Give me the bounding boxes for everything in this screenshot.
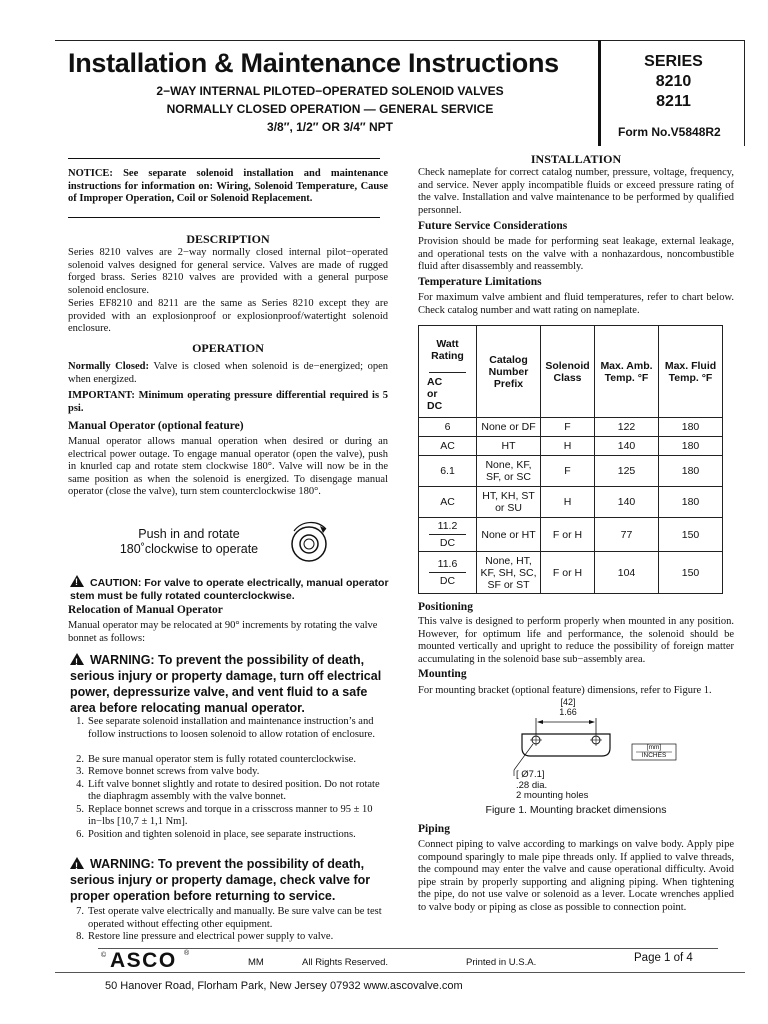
units-legend-inches: INCHES bbox=[641, 752, 667, 759]
list-item-number: 3. bbox=[76, 766, 84, 777]
cell-watt: AC bbox=[419, 437, 477, 456]
list-item-text: Replace bonnet screws and torque in a crisscross manner to 95 ± 10 in−lbs [10,7 ± 1,1 Nm]. bbox=[88, 803, 373, 827]
cell-watt-current: DC bbox=[439, 575, 456, 587]
subtitle-operation: NORMALLY CLOSED OPERATION — GENERAL SERVICE bbox=[166, 102, 494, 116]
hole-count: 2 mounting holes bbox=[516, 790, 589, 801]
warning-text-2: WARNING: To prevent the possibility of death, serious injury or property damage, check valve for proper operation before returning to service. bbox=[70, 857, 371, 903]
header-max-fluid: Max. Fluid Temp. °F bbox=[659, 326, 723, 418]
important-note: IMPORTANT: Minimum operating pressure differential required is 5 psi. bbox=[68, 390, 388, 414]
list-item-number: 7. bbox=[76, 906, 84, 917]
list-item-text: Restore line pressure and electrical power supply to valve. bbox=[88, 931, 334, 942]
cell-catalog: None or DF bbox=[477, 418, 541, 437]
header-dc-line: DC bbox=[427, 400, 443, 412]
positioning-heading: Positioning bbox=[418, 601, 473, 613]
registered-mark: ® bbox=[184, 950, 190, 957]
footer-printed: Printed in U.S.A. bbox=[466, 957, 537, 968]
piping-text: Connect piping to valve according to markings on valve body. Apply pipe compound sparingly to male pipe threads only. If applied to valve threads, the compound may enter the valve and cause operational difficulty. Avoid pipe strain by properly supporting and aligning piping. When tightening the pipe, do not use valve or solenoid as a lever. Locate wrenches applied to valve body or piping as close as possible to connection point. bbox=[418, 839, 734, 913]
header-catalog-prefix: Catalog Number Prefix bbox=[477, 326, 541, 418]
hole-diameter-mm: [ Ø7.1] bbox=[516, 769, 545, 780]
installation-heading: INSTALLATION bbox=[530, 152, 622, 166]
cell-ambient: 140 bbox=[595, 437, 659, 456]
table-row bbox=[419, 418, 723, 437]
relocation-text: Manual operator may be relocated at 90° increments by rotating the valve bonnet as follows: bbox=[68, 620, 378, 644]
temperature-heading: Temperature Limitations bbox=[418, 276, 542, 288]
warning-block-2 bbox=[70, 856, 390, 904]
list-item-text: Remove bonnet screws from valve body. bbox=[88, 766, 260, 777]
cell-fluid: 180 bbox=[659, 456, 723, 487]
caution-icon bbox=[70, 575, 84, 587]
footer-rule-top bbox=[98, 948, 718, 949]
document-title: Installation & Maintenance Instructions bbox=[68, 48, 559, 78]
company-address: 50 Hanover Road, Florham Park, New Jersey 07932 www.ascovalve.com bbox=[105, 980, 463, 992]
cell-class: F or H bbox=[541, 518, 595, 552]
cell-fluid: 180 bbox=[659, 487, 723, 518]
cell-watt: 6 bbox=[419, 418, 477, 437]
cell-watt bbox=[419, 552, 477, 594]
table-row bbox=[419, 456, 723, 487]
header-watt-rating bbox=[419, 326, 477, 418]
list-item-text: Position and tighten solenoid in place, see separate instructions. bbox=[88, 828, 356, 840]
list-item-number: 1. bbox=[76, 716, 84, 727]
cell-watt bbox=[419, 518, 477, 552]
caution-block bbox=[70, 575, 390, 603]
cell-class: H bbox=[541, 487, 595, 518]
cell-fluid: 150 bbox=[659, 518, 723, 552]
installation-text: Check nameplate for correct catalog number, pressure, voltage, frequency, and service. Never apply incompatible fluids or exceed pressure rating of the valve. Installation and valve maintenance to be performed by qualified personnel. bbox=[418, 167, 734, 216]
cell-catalog: None or HT bbox=[477, 518, 541, 552]
description-paragraph-2: Series EF8210 and 8211 are the same as Series 8210 except they are provided with an explosionproof or explosionproof/watertight solenoid enclosure. bbox=[68, 298, 388, 334]
positioning-text: This valve is designed to perform properly when mounted in any position. However, for optimum life and performance, the solenoid should be mounted vertically and upright to reduce the possibility of foreign matter accumulating in the solenoid base sub−assembly area. bbox=[418, 616, 734, 665]
cell-catalog: HT, KH, ST or SU bbox=[477, 487, 541, 518]
header-divider bbox=[598, 40, 601, 146]
cell-catalog: None, HT, KF, SH, SC, SF or ST bbox=[477, 552, 541, 594]
normally-closed-text bbox=[68, 361, 388, 386]
table-header-row bbox=[419, 326, 723, 418]
warning-block-1 bbox=[70, 652, 390, 716]
dimension-label bbox=[553, 697, 583, 717]
cell-watt: AC bbox=[419, 487, 477, 518]
mounting-heading: Mounting bbox=[418, 668, 467, 680]
page-number: Page 1 of 4 bbox=[634, 952, 693, 964]
cell-class: H bbox=[541, 437, 595, 456]
copyright-mark: © bbox=[101, 952, 107, 959]
cell-ambient: 125 bbox=[595, 456, 659, 487]
footer-mm: MM bbox=[248, 957, 264, 968]
notice-text: NOTICE: See separate solenoid installation and maintenance instructions for information on: Wiring, Solenoid Temperature, Cause of Improper Operation, Coil or Solenoid Replacement. bbox=[68, 168, 388, 204]
cell-watt-rule bbox=[429, 534, 466, 535]
header-max-ambient: Max. Amb. Temp. °F bbox=[595, 326, 659, 418]
cell-fluid: 180 bbox=[659, 437, 723, 456]
manual-operator-text: Manual operator allows manual operation when desired or during an electrical power outage. To engage manual operator (open the valve), push in knurled cap and rotate stem clockwise 180°. Valve will now be in the same position as when the solenoid is energized. To disengage manual operator (close the valve), turn stem counterclockwise 180°. bbox=[68, 436, 388, 497]
cell-catalog: None, KF, SF, or SC bbox=[477, 456, 541, 487]
piping-heading: Piping bbox=[418, 823, 450, 835]
header-watt-line: Watt bbox=[436, 338, 459, 350]
push-label-line-1: Push in and rotate bbox=[138, 527, 240, 541]
cell-ambient: 140 bbox=[595, 487, 659, 518]
manual-operator-knob-icon bbox=[282, 517, 336, 571]
list-item-number: 8. bbox=[76, 931, 84, 942]
warning-icon bbox=[70, 653, 84, 665]
table-row bbox=[419, 552, 723, 594]
units-legend bbox=[632, 744, 676, 760]
cell-class: F bbox=[541, 418, 595, 437]
list-item-text: Be sure manual operator stem is fully rotated counterclockwise. bbox=[88, 753, 356, 765]
cell-fluid: 150 bbox=[659, 552, 723, 594]
series-number-2: 8211 bbox=[656, 93, 691, 110]
cell-watt: 6.1 bbox=[419, 456, 477, 487]
normally-closed-desc: Valve is closed when solenoid is de−energized; open when energized. bbox=[68, 361, 388, 385]
push-label-line-2: 180˚clockwise to operate bbox=[119, 542, 259, 556]
cell-ambient: 104 bbox=[595, 552, 659, 594]
cell-ambient: 122 bbox=[595, 418, 659, 437]
list-item-number: 6. bbox=[76, 828, 84, 840]
footer-rule-bottom bbox=[55, 972, 745, 973]
manual-operator-heading: Manual Operator (optional feature) bbox=[68, 420, 244, 432]
units-legend-mm: [mm] bbox=[646, 744, 662, 751]
list-item-number: 4. bbox=[76, 778, 84, 790]
manual-operator-figure-caption bbox=[104, 527, 274, 557]
list-item-number: 2. bbox=[76, 753, 84, 765]
dimension-inches: 1.66 bbox=[559, 707, 577, 717]
footer-rights: All Rights Reserved. bbox=[302, 957, 389, 968]
subtitle-valve-type: 2−WAY INTERNAL PILOTED−OPERATED SOLENOID VALVES bbox=[156, 84, 504, 98]
header-watt-rule bbox=[429, 372, 466, 373]
table-row bbox=[419, 518, 723, 552]
operation-heading: OPERATION bbox=[192, 341, 264, 355]
form-number: Form No.V5848R2 bbox=[618, 125, 721, 139]
table-row bbox=[419, 437, 723, 456]
cell-watt-value: 11.6 bbox=[437, 558, 458, 570]
description-heading: DESCRIPTION bbox=[186, 232, 270, 246]
cell-ambient: 77 bbox=[595, 518, 659, 552]
list-item-text: Lift valve bonnet slightly and rotate to desired position. Do not rotate the diaphragm assembly with the valve bonnet. bbox=[88, 778, 380, 802]
temperature-table bbox=[418, 325, 723, 594]
future-service-heading: Future Service Considerations bbox=[418, 220, 568, 232]
cell-watt-rule bbox=[429, 572, 466, 573]
hole-diameter-inches: .28 dia. bbox=[516, 779, 548, 791]
notice-rule-top bbox=[68, 158, 380, 159]
subtitle-npt: 3/8″, 1/2″ OR 3/4″ NPT bbox=[267, 120, 393, 134]
cell-class: F or H bbox=[541, 552, 595, 594]
figure-caption: Figure 1. Mounting bracket dimensions bbox=[485, 804, 667, 816]
mounting-text: For mounting bracket (optional feature) dimensions, refer to Figure 1. bbox=[418, 685, 712, 696]
temperature-text: For maximum valve ambient and fluid temperatures, refer to chart below. Check catalog number and watt rating on nameplate. bbox=[418, 292, 734, 316]
list-item-number: 5. bbox=[76, 803, 84, 815]
notice-rule-bottom bbox=[68, 217, 380, 218]
header-rating-line: Rating bbox=[431, 350, 464, 362]
caution-text: CAUTION: For valve to operate electrically, manual operator stem must be fully rotated counterclockwise. bbox=[70, 577, 389, 602]
future-service-text: Provision should be made for performing seat leakage, external leakage, and operational tests on the valve with a nonhazardous, noncombustible fluid after disassembly and reassembly. bbox=[418, 236, 734, 272]
cell-class: F bbox=[541, 456, 595, 487]
asco-logo: ASCO bbox=[110, 949, 177, 972]
table-row bbox=[419, 487, 723, 518]
warning-icon bbox=[70, 857, 84, 869]
relocation-heading: Relocation of Manual Operator bbox=[68, 604, 223, 616]
description-paragraph-1: Series 8210 valves are 2−way normally closed internal pilot−operated solenoid valves designed for general service. Valves are made of rugged forged brass. Series 8210 valves are provided with a general purpose solenoid enclosure. bbox=[68, 247, 388, 296]
hole-callout bbox=[516, 770, 588, 802]
dimension-mm: [42] bbox=[560, 697, 576, 707]
series-block bbox=[602, 52, 745, 112]
cell-catalog: HT bbox=[477, 437, 541, 456]
series-number-1: 8210 bbox=[655, 73, 692, 90]
header-solenoid-class: Solenoid Class bbox=[541, 326, 595, 418]
list-item-text: See separate solenoid installation and maintenance instruction’s and follow instructions to loosen solenoid to allow rotation of enclosure. bbox=[88, 716, 375, 740]
header-or-line: or bbox=[427, 388, 438, 400]
list-item-text: Test operate valve electrically and manually. Be sure valve can be test operated without effecting other equipment. bbox=[88, 906, 382, 930]
series-label: SERIES bbox=[644, 53, 703, 70]
normally-closed-label: Normally Closed: bbox=[68, 361, 149, 372]
cell-watt-value: 11.2 bbox=[437, 520, 458, 532]
warning-text-1: WARNING: To prevent the possibility of death, serious injury or property damage, turn off electrical power, depressurize valve, and vent fluid to a safe area before relocating manual operator. bbox=[70, 653, 382, 715]
cell-watt-current: DC bbox=[439, 537, 456, 549]
cell-fluid: 180 bbox=[659, 418, 723, 437]
header-ac-line: AC bbox=[427, 376, 443, 388]
